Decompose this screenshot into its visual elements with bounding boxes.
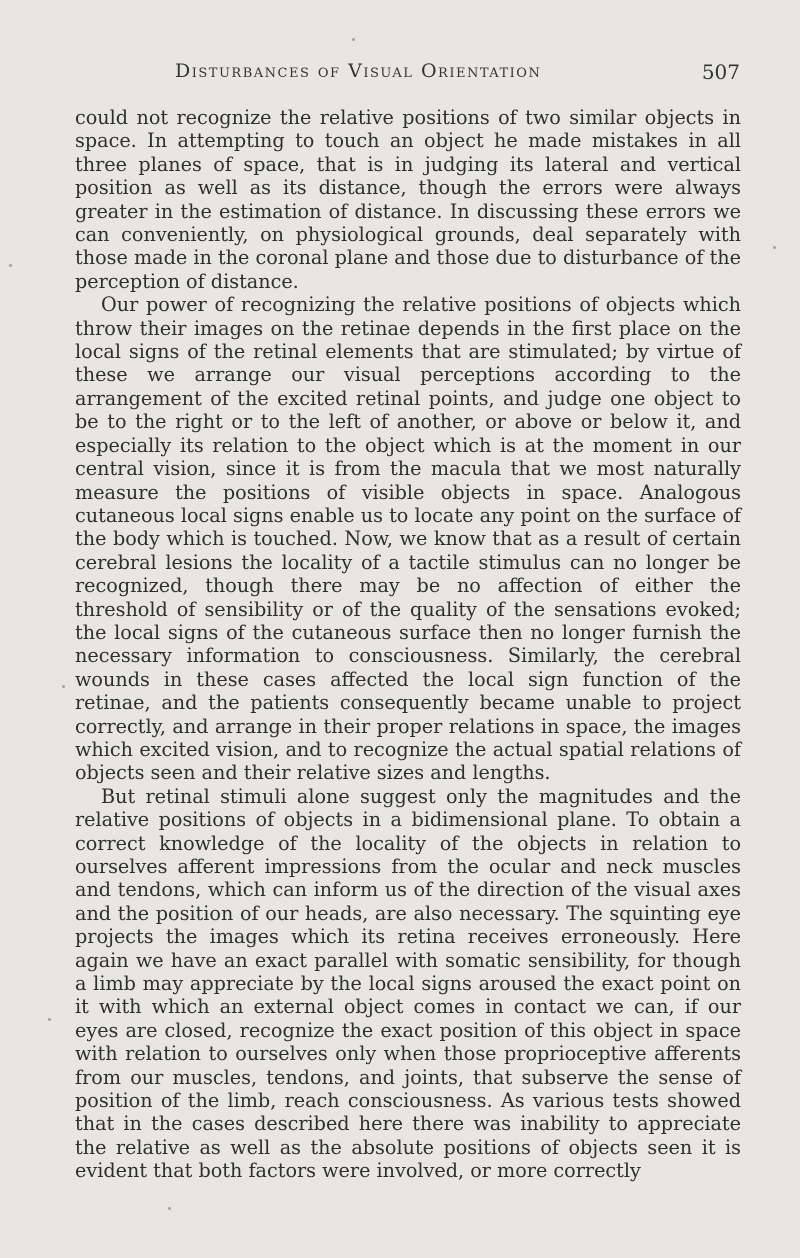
paper-speck (168, 1207, 171, 1210)
page-header (75, 60, 740, 90)
paper-speck (352, 38, 355, 41)
paper-speck (773, 246, 776, 249)
running-head: Disturbances of Visual Orientation (175, 60, 542, 82)
page-number: 507 (701, 60, 740, 84)
paper-speck (9, 264, 12, 267)
paper-speck (48, 1018, 51, 1021)
paragraph-3: But retinal stimuli alone suggest only the magnitudes and the relative positions of objects in a bidimensional plane. To obtain a correct knowledge of the locality of the objects in relation to ourselves afferent impressions from the ocular and neck muscles and tendons, which can inform us of the direction of the visual axes and the position of our heads, are also necessary. The squinting eye projects the images which its retina receives erroneously. Here again we have an exact parallel with somatic sensibility, for though a limb may appreciate by the local signs aroused the exact point on it with which an external object comes in contact we can, if our eyes are closed, recognize the exact position of this object in space with relation to ourselves only when those proprioceptive afferents from our muscles, tendons, and joints, that subserve the sense of position of the limb, reach consciousness. As various tests showed that in the cases described here there was inability to appreciate the relative as well as the absolute positions of objects seen it is evident that both factors were involved, or more correctly (75, 784, 741, 1183)
paragraph-2: Our power of recognizing the relative positions of objects which throw their images on the retinae depends in the first place on the local signs of the retinal elements that are stimulated; by virtue of these we arrange our visual perceptions according to the arrangement of the excited retinal points, and judge one object to be to the right or to the left of another, or above or below it, and especially its relation to the object which is at the moment in our central vision, since it is from the macula that we most naturally measure the positions of visible objects in space. Analogous cutaneous local signs enable us to locate any point on the surface of the body which is touched. Now, we know that as a result of certain cerebral lesions the locality of a tactile stimulus can no longer be recognized, though there may be no affection of either the threshold of sensibility or of the quality of the sensations evoked; the local signs of the cutaneous surface then no longer furnish the necessary information to consciousness. Similarly, the cerebral wounds in these cases affected the local sign function of the retinae, and the patients consequently became unable to project correctly, and arrange in their proper relations in space, the images which excited vision, and to recognize the actual spatial relations of objects seen and their relative sizes and lengths. (75, 293, 741, 785)
paragraph-1: could not recognize the relative positions of two similar objects in space. In attempting to touch an object he made mistakes in all three planes of space, that is in judging its lateral and vertical position as well as its distance, though the errors were always greater in the estimation of distance. In discussing these errors we can conveniently, on physiological grounds, deal separately with those made in the coronal plane and those due to disturbance of the perception of distance. (75, 106, 741, 293)
body-text (75, 106, 741, 1183)
paper-speck (62, 685, 65, 688)
